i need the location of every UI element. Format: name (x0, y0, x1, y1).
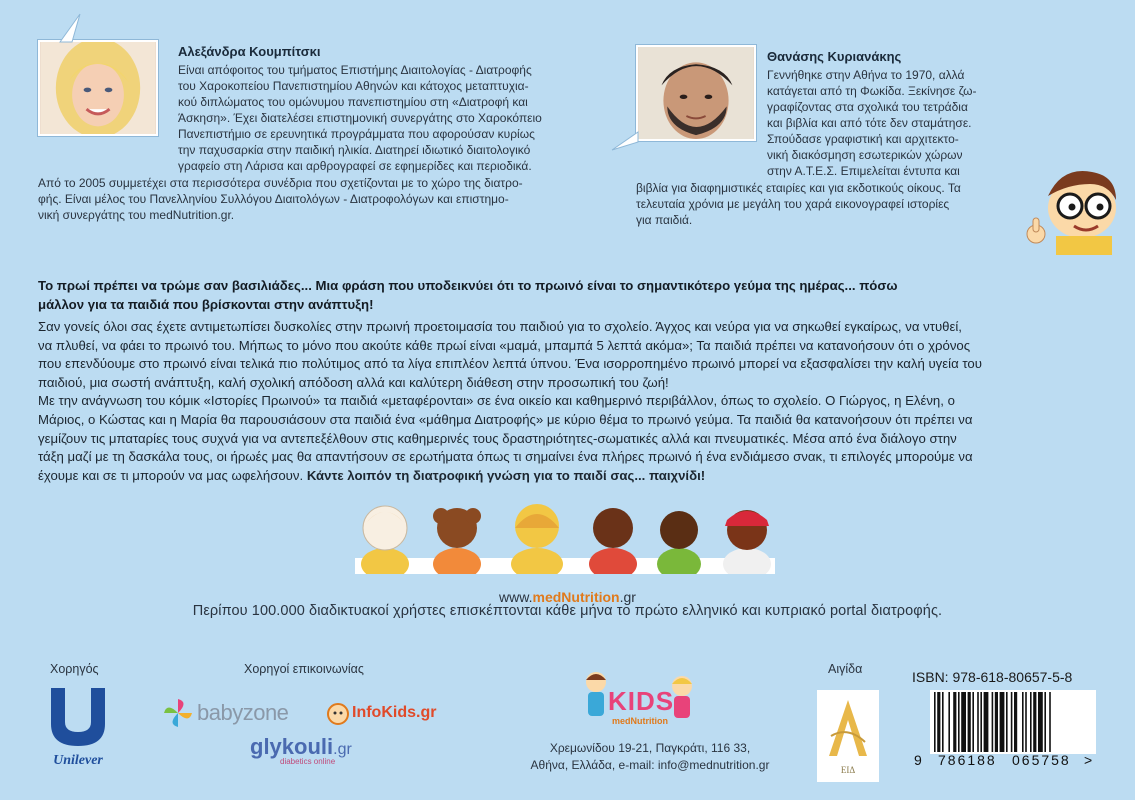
bio-line: κού διπλώματος του ομώνυμου πανεπιστημίου στη «Διατροφή και (178, 95, 528, 109)
address-line: Χρεμωνίδου 19-21, Παγκράτι, 116 33, (549, 741, 751, 755)
bio-line: Άσκηση». Έχει διατελέσει επιστημονική συνεργάτης στο Χαροκόπειο (178, 111, 542, 125)
bio-line: γραφείο στη Λάρισα και αρθρογραφεί σε εφημερίδες και περιοδικά. (178, 159, 532, 173)
author-photo-alexandra (38, 40, 158, 136)
media-sponsors-label: Χορηγοί επικοινωνίας (244, 662, 364, 676)
address-line: Αθήνα, Ελλάδα, e-mail: info@mednutrition.gr (530, 758, 770, 772)
kid-face-icon (326, 700, 350, 726)
body-paragraph (38, 318, 1103, 485)
kids-mednutrition-logo (580, 668, 700, 734)
glykouli-sub: diabetics online (280, 757, 336, 766)
bio-line: Σπούδασε γραφιστική και αρχιτεκτο- (767, 132, 959, 146)
barcode (930, 690, 1096, 754)
author-bio-continued (38, 175, 606, 223)
babyzone-logo (163, 698, 288, 728)
kids-sub-wordmark: medNutrition (612, 716, 668, 726)
speech-tail-icon (610, 128, 640, 154)
body-line: Μάριος, ο Κώστας και η Μαρία θα παρουσιάσουν στα παιδιά ένα «μάθημα Διατροφής» με κύριο θέμα το πρωινό γεύμα. Τα παιδιά θα κατανοήσουν ότι πρέπει να (38, 411, 973, 427)
bio-line: νική συνεργάτης του medNutrition.gr. (38, 208, 235, 222)
sponsor-label: Χορηγός (50, 662, 99, 676)
bio-line: Γεννήθηκε στην Αθήνα το 1970, αλλά (767, 68, 965, 82)
author-bio (178, 62, 606, 174)
woman-portrait-icon (40, 42, 156, 134)
bio-line: για παιδιά. (636, 213, 693, 227)
pinwheel-icon (163, 698, 193, 728)
author-name: Αλεξάνδρα Κουμπίτσκι (178, 44, 321, 59)
url-brand: medNutrition (532, 589, 620, 605)
bio-line: Είναι απόφοιτος του τμήματος Επιστήμης Διαιτολογίας - Διατροφής (178, 63, 532, 77)
lambda-emblem-icon (823, 696, 873, 760)
bio-line: τελευταία χρόνια με μεγάλη του χαρά εικονογραφεί ιστορίες (636, 197, 950, 211)
bio-line: στην Α.Τ.Ε.Σ. Επιμελείται έντυπα και (767, 164, 960, 178)
babyzone-wordmark: babyzone (197, 700, 289, 725)
unilever-u-icon (43, 686, 113, 748)
body-line (38, 467, 1103, 486)
infokids-wordmark: InfoKids.gr (352, 704, 437, 721)
barcode-bars-icon (930, 690, 1096, 754)
isbn-number: ISBN: 978-618-80657-5-8 (912, 669, 1073, 685)
lead-line: Το πρωί πρέπει να τρώμε σαν βασιλιάδες... Μια φράση που υποδεικνύει ότι το πρωινό είναι το σημαντικότερο γεύμα της ημέρας... πόσω (38, 278, 898, 293)
body-line: να πλυθεί, να φάει το πρωινό του. Μήπως το μόνο που ακούτε κάθε πρωί είναι «μαμά, μπαμπά 5 λεπτά ακόμα»; Τα παιδιά πρέπει να κατανοήσουν ότι ο χρόνος (38, 337, 971, 353)
url-prefix: www. (499, 589, 533, 605)
unilever-wordmark: Unilever (53, 753, 103, 768)
body-line: γεμίζουν τις μπαταρίες τους συχνά για να αντεπεξέλθουν στις καθημερινές τους δραστηριότητες-σωματικές αλλά και πνευματικές. Μέσα από ένα διάλογο στην (38, 430, 957, 446)
eid-logo (817, 690, 879, 782)
bio-line: Από το 2005 συμμετέχει στα περισσότερα συνέδρια που σχετίζονται με το χώρο της διατρο- (38, 176, 523, 190)
bio-line: την παχυσαρκία στην παιδική ηλικία. Διατηρεί ιδιωτικό διαιτολογικό (178, 143, 531, 157)
barcode-arrow: > (1084, 752, 1095, 768)
author-bio-continued (636, 180, 1008, 228)
url-suffix: .gr (619, 589, 636, 605)
speech-tail-icon (58, 12, 88, 44)
author-bio (767, 67, 1000, 179)
bio-line: Πανεπιστήμιο σε ερευνητικά προγράμματα που αφορούσαν κυρίως (178, 127, 535, 141)
body-line: παιδιού, μια σωστή ανάπτυξη, καλή σχολική απόδοση αλλά και καλύτερη διάθεση στην προσωπική του ζωή! (38, 374, 669, 390)
eid-text: ΕΙΔ (840, 765, 856, 775)
bio-line: κατάγεται από τη Φωκίδα. Ξεκίνησε ζω- (767, 84, 977, 98)
author-photo-thanasis (636, 45, 756, 141)
author-name: Θανάσης Κυριανάκης (767, 49, 902, 64)
bio-line: γραφίζοντας στα σχολικά του τετράδια (767, 100, 968, 114)
bio-line: του Χαροκοπείου Πανεπιστημίου Αθηνών και κάτοχος μεταπτυχια- (178, 79, 529, 93)
body-line: Σαν γονείς όλοι σας έχετε αντιμετωπίσει δυσκολίες στην πρωινή προετοιμασία του παιδιού για το σχολείο. Άγχος και νεύρα για να σηκωθεί εγκαίρως, να ντυθεί, (38, 319, 962, 334)
glykouli-suffix: .gr (333, 741, 352, 758)
kids-wordmark: KIDS (608, 686, 675, 716)
body-line: που επενδύουμε στο πρωινό είναι τελικά πιο πολύτιμος από τα λίγα επιπλέον λεπτά ύπνου. Ένα ισορροπημένο πρωινό μπορεί να εξασφαλίσει την καλή υγεία του (38, 356, 982, 372)
cartoon-boy-glasses-icon (1012, 160, 1132, 255)
lead-line: μάλλον για τα παιδιά που βρίσκονται στην ανάπτυξη! (38, 297, 374, 312)
body-line: Με την ανάγνωση του κόμικ «Ιστορίες Πρωινού» τα παιδιά «μεταφέρονται» σε ένα οικείο και καθημερινό περιβάλλον, όπως το σχολείο. Ο Γιώργος, η Ελένη, ο (38, 393, 955, 409)
bio-line: νική διακόσμηση εσωτερικών χώρων (767, 148, 963, 162)
body-line-text: έχουμε και σε τι μπορούν να μας ωφελήσουν. (38, 467, 304, 483)
bio-line: και βιβλία και από τότε δεν σταμάτησε. (767, 116, 972, 130)
bio-line: βιβλία για διαφημιστικές εταιρίες και για εκδοτικούς οίκους. Τα (636, 181, 961, 195)
body-line-bold: Κάντε λοιπόν τη διατροφική γνώση για το παιδί σας... παιχνίδι! (306, 467, 706, 483)
portal-tagline: Περίπου 100.000 διαδικτυακοί χρήστες επισκέπτονται κάθε μήνα το πρώτο ελληνικό και κυπριακό portal διατροφής. (192, 603, 943, 619)
barcode-left-digits: 786188 (938, 752, 997, 768)
lead-paragraph (38, 276, 1103, 314)
infokids-logo (326, 700, 436, 726)
aegis-label: Αιγίδα (828, 662, 863, 676)
address (520, 740, 780, 774)
unilever-logo (38, 686, 118, 776)
glykouli-wordmark: glykouli (250, 734, 334, 759)
barcode-first-digit: 9 (914, 752, 924, 768)
bio-line: φής. Είναι μέλος του Πανελληνίου Συλλόγου Διαιτολόγων - Διατροφολόγων και επιστημο- (38, 192, 509, 206)
barcode-right-digits: 065758 (1012, 752, 1071, 768)
body-line: τάξη μαζί με τη δασκάλα τους, οι ήρωές μας θα απαντήσουν σε ερωτήματα όπως τι σημαίνει ένα πλήρες πρωινό ή ένα ενδιάμεσο σνακ, τι επιλογές μπορούμε να (38, 449, 973, 465)
glykouli-logo (250, 734, 410, 766)
kids-from-behind-illustration (355, 498, 775, 574)
man-portrait-icon (638, 47, 754, 139)
